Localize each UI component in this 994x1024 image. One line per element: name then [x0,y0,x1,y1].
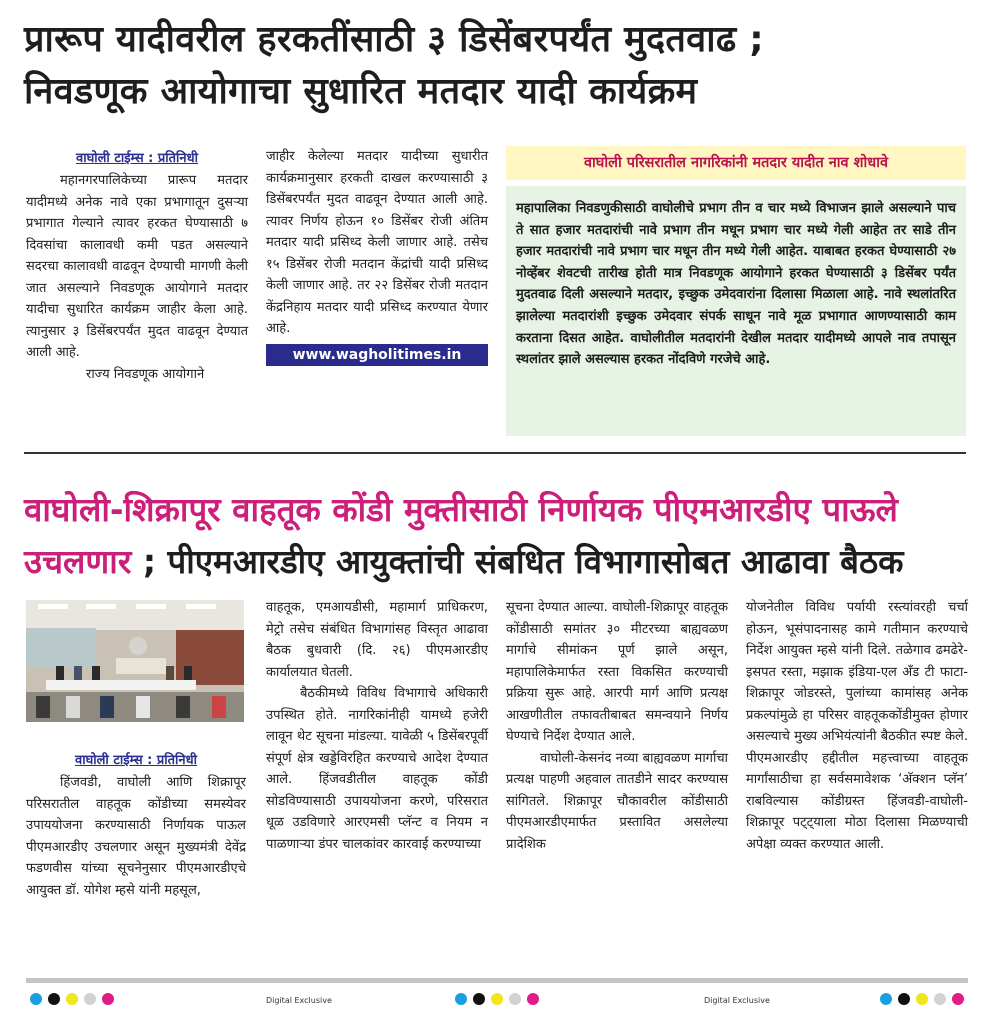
gray-dot [934,993,946,1005]
article2-column-1 [26,750,246,901]
article2-headline-rest: ; पीएमआरडीए आयुक्तांची संबधित विभागासोबत आढावा बैठक [131,542,904,581]
article2-col4-paragraph: योजनेतील विविध पर्यायी रस्त्यांवरही चर्चा होऊन, भूसंपादनासह कामे गतीमान करण्याचे निर्देश आयुक्त म्हसे यांनी दिले. तळेगाव ढमढेरे-इसपत रस्ता, मझाक इंडिया-एल अँड टी फाटा-शिक्रापूर जोडरस्ते, पुलांच्या कामांसह अनेक प्रकल्पांमुळे हा परिसर वाहतूककोंडीमुक्त होणार असल्याचे मुख्य अभियंत्यांनी बैठकीत स्पष्ट केले. पीएमआरडीए हद्दीतील महत्त्वाच्या वाहतूक मार्गांसाठीचा हा सर्वसमावेशक ‘अ‍ॅक्शन प्लॅन’ राबविल्यास कोंडीग्रस्त हिंजवडी-वाघोली-शिक्रापूर पट्ट्याला मोठा दिलासा मिळण्याची अपेक्षा व्यक्त करण्यात आली. [746,600,968,852]
article2-column-4 [746,597,968,855]
gray-dot [509,993,521,1005]
article1-col1-paragraph: महानगरपालिकेच्या प्रारूप मतदार यादीमध्ये अनेक नावे एका प्रभागातून दुसऱ्या प्रभागात गेल्याने त्यावर हरकत घेण्यासाठी ७ दिवसांचा कालावधी कमी पडत असल्याने सदरचा कालावधी वाढवून देण्याची मागणी केली जात असल्याने निवडणूक आयोगाने मतदार यादीचा सुधारित कार्यक्रम जाहीर केला आहे. त्यानुसार ३ डिसेंबरपर्यंत मुदत वाढवून देण्यात आली आहे. [26,173,248,360]
infobox-title: वाघोली परिसरातील नागरिकांनी मतदार यादीत नाव शोधावे [506,146,966,180]
article2-col3-text [506,597,728,855]
article2-column-2 [266,597,488,855]
article2-byline: वाघोली टाईम्स : प्रतिनिधी [74,753,198,768]
article1-column-2 [266,146,488,366]
gray-dot [84,993,96,1005]
yellow-dot [66,993,78,1005]
footer-line [26,978,968,983]
cyan-dot [455,993,467,1005]
infobox-body: महापालिका निवडणुकीसाठी वाघोलीचे प्रभाग तीन व चार मध्ये विभाजन झाले असल्याने पाच ते सात हजार मतदारांची नावे प्रभाग तीन मधून प्रभाग चार मध्ये गेली आहेत तर साडे तीन हजार मतदारांची नावे प्रभाग चार मधून तीन मध्ये गेली आहेत. याबाबत हरकत घेण्यासाठी २७ नोव्हेंबर शेवटची तारीख होती मात्र निवडणूक आयोगाने हरकत घेण्यासाठी ३ डिसेंबर पर्यंत मुदतवाढ दिली असल्याने मतदार, इच्छुक उमेदवारांना दिलासा मिळाला आहे. नावे स्थलांतरित झालेल्या मतदारांशी इच्छुक उमेदवार संपर्क साधून नावे मूळ प्रभागात आणण्यासाठी काम करताना दिसत आहेत. वाघोलीतील मतदारांनी देखील मतदार यादीमध्ये आपले नाव तपासून स्थलांतर झाले असल्यास हरकत नोंदविणे गरजेचे आहे. [506,186,966,436]
footer-label-2: Digital Exclusive [704,996,770,1005]
magenta-dot [952,993,964,1005]
article1-col1-paragraph-2: राज्य निवडणूक आयोगाने [86,366,205,382]
section-divider [24,452,966,454]
article2-column-3 [506,597,728,855]
yellow-dot [916,993,928,1005]
article2-col4-text [746,597,968,855]
article1-byline: वाघोली टाईम्स : प्रतिनिधी [75,151,199,166]
article2-col2-paragraph-1: वाहतूक, एमआयडीसी, महामार्ग प्राधिकरण, मेट्रो तसेच संबंधित विभागांसह विस्तृत आढावा बैठक बुधवारी (दि. २६) पीएमआरडीए कार्यालयात घेतली. [266,600,488,680]
article1-col2-text [266,146,488,340]
meeting-photo [26,600,244,722]
article2-col1-text [26,772,246,901]
article2-col3-paragraph-2: वाघोली-केसनंद नव्या बाह्यवळण मार्गाचा प्रत्यक्ष पाहणी अहवाल तातडीने सादर करण्यास सांगितले. शिक्रापूर चौकावरील कोंडीसाठी पीएमआरडीएमार्फत प्रस्तावित असलेल्या प्रादेशिक [506,750,728,852]
article1-col1-text [26,170,248,385]
cyan-dot [30,993,42,1005]
magenta-dot [102,993,114,1005]
article2-col1-paragraph: हिंजवडी, वाघोली आणि शिक्रापूर परिसरातील वाहतूक कोंडीच्या समस्येवर उपाययोजना करण्यासाठी निर्णायक पाऊल पीएमआरडीए उचलणार असून मुख्यमंत्री देवेंद्र फडणवीस यांच्या सूचनेनुसार पीएमआरडीएचे आयुक्त डॉ. योगेश म्हसे यांनी महसूल, [26,775,246,898]
black-dot [898,993,910,1005]
article1-headline [24,14,974,118]
article1-column-1 [26,148,248,385]
article2-headline [24,484,974,588]
black-dot [48,993,60,1005]
magenta-dot [527,993,539,1005]
article1-headline-line1: प्रारूप यादीवरील हरकतींसाठी ३ डिसेंबरपर्यंत मुदतवाढ ; [24,19,764,60]
voter-list-infobox [506,146,966,436]
article2-col2-paragraph-2: बैठकीमध्ये विविध विभागाचे अधिकारी उपस्थित होते. नागरिकांनीही यामध्ये हजेरी लावून थेट सूचना मांडल्या. यावेळी ५ डिसेंबरपूर्वी संपूर्ण क्षेत्र खड्डेविरहित करण्याचे आदेश देण्यात आले. हिंजवडीतील वाहतूक कोंडी सोडविण्यासाठी उपाययोजना करणे, परिसरात धूळ उडविणारे आरएमसी प्लॅन्ट व नियम न पाळणाऱ्या डंपर चालकांवर कारवाई करण्याच्या [266,686,488,852]
website-banner[interactable]: www.wagholitimes.in [266,344,488,366]
footer-label-1: Digital Exclusive [266,996,332,1005]
article2-col3-paragraph-1: सूचना देण्यात आल्या. वाघोली-शिक्रापूर वाहतूक कोंडीसाठी समांतर ३० मीटरच्या बाह्यवळण मार्गाचे सीमांकन पूर्ण झाले असून, महापालिकेमार्फत रस्ता विकसित करण्याची प्रक्रिया सुरू आहे. आरपी मार्ग आणि प्रत्यक्ष आखणीतील तफावतीबाबत समन्वयाने निर्णय घेण्याचे निर्देश देण्यात आले. [506,600,728,744]
article1-headline-line2: निवडणूक आयोगाचा सुधारित मतदार यादी कार्यक्रम [24,71,698,112]
article2-col2-text [266,597,488,855]
yellow-dot [491,993,503,1005]
cyan-dot [880,993,892,1005]
black-dot [473,993,485,1005]
article1-col2-paragraph: जाहीर केलेल्या मतदार यादीच्या सुधारीत कार्यक्रमानुसार हरकती दाखल करण्यासाठी ३ डिसेंबरपर्यंत मुदत वाढवून देण्यात आली आहे. त्यावर निर्णय होऊन १० डिसेंबर रोजी अंतिम मतदार यादी प्रसिध्द केली जाणार आहे. तसेच १५ डिसेंबर रोजी मतदान केंद्रांची यादी प्रसिध्द केली जाणार आहे. तर २२ डिसेंबर रोजी मतदान केंद्रनिहाय मतदार यादी प्रसिध्द करण्यात येणार आहे. [266,149,488,336]
article2-headline-highlight: वाघोली-शिक्रापूर वाहतूक कोंडी मुक्तीसाठी निर्णायक पीएमआरडीए पाऊले उचलणार [24,490,898,581]
meeting-photo-image [26,600,244,722]
